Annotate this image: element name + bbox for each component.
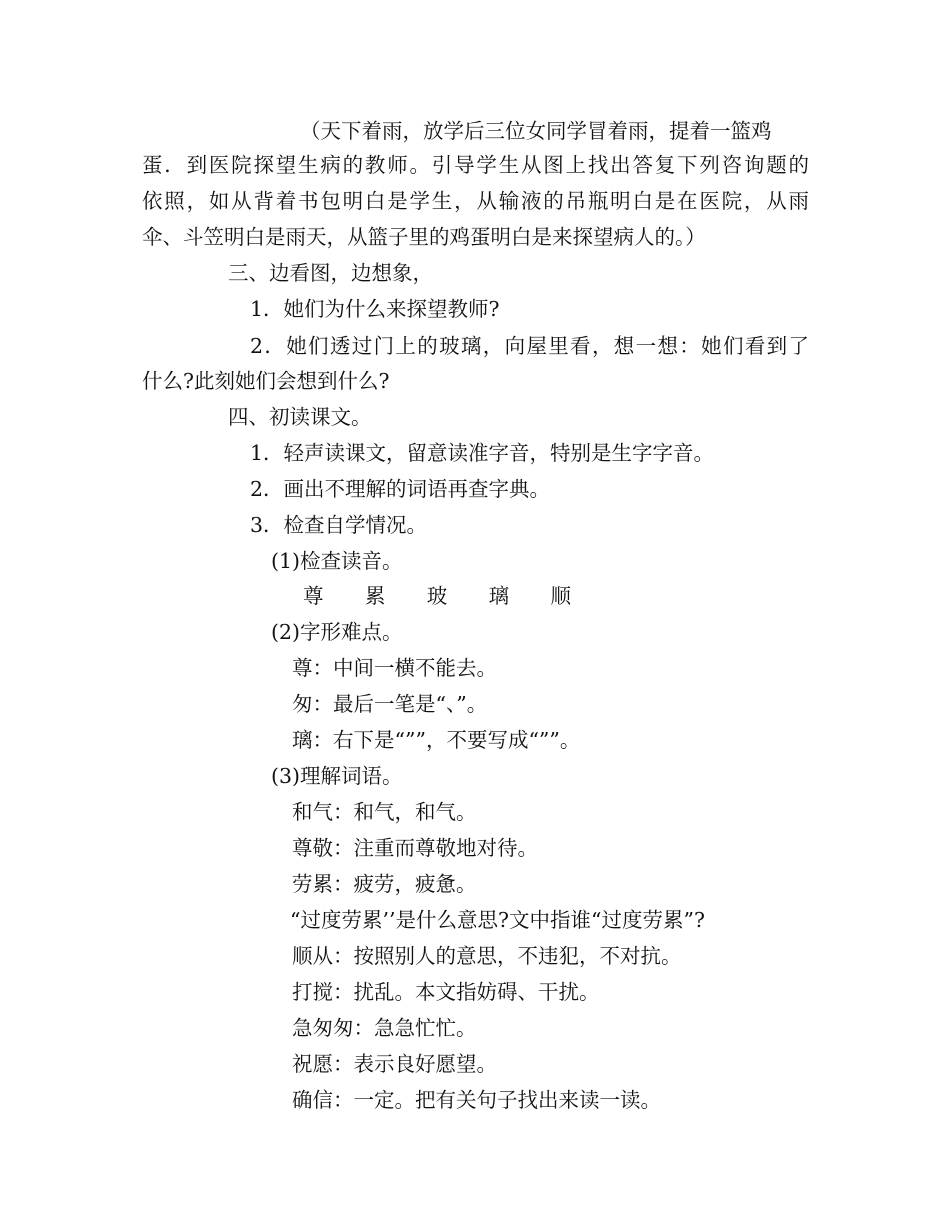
vocab-entry-4: 顺从：按照别人的意思，不违犯，不对抗。 xyxy=(292,944,682,968)
step-2: 2．画出不理解的词语再查字典。 xyxy=(250,477,551,501)
vocab-entry-6: 急匆匆：急急忙忙。 xyxy=(292,1016,477,1040)
vocab-entry-8: 确信：一定。把有关句子找出来读一读。 xyxy=(292,1088,661,1112)
form-note-3: 璃：右下是“””，不要写成“””。 xyxy=(292,728,581,752)
step-3: 3．检查自学情况。 xyxy=(250,513,428,537)
step-1: 1．轻声读课文，留意读准字音，特别是生字字音。 xyxy=(250,441,715,465)
question-1: 1．她们为什么来探望教师? xyxy=(250,297,500,321)
vocab-question: “过度劳累’’是什么意思?文中指谁“过度劳累”? xyxy=(290,908,705,932)
form-note-2: 匆：最后一笔是“、”。 xyxy=(292,692,488,716)
vocab-entry-7: 祝愿：表示良好愿望。 xyxy=(292,1052,497,1076)
section-heading-3: 三、边看图，边想象， xyxy=(228,261,433,285)
vocab-entry-1: 和气：和气，和气。 xyxy=(292,800,477,824)
text-line-3: 依照，如从背着书包明白是学生，从输液的吊瓶明白是在医院，从雨 xyxy=(142,189,809,213)
question-2: 2．她们透过门上的玻璃，向屋里看，想一想：她们看到了 xyxy=(250,334,809,358)
section-heading-4: 四、初读课文。 xyxy=(228,405,372,429)
text-line-1: （天下着雨，放学后三位女同学冒着雨，提着一篮鸡 xyxy=(300,119,772,143)
question-2-continued: 什么?此刻她们会想到什么? xyxy=(142,369,390,393)
vocab-entry-5: 打搅：扰乱。本文指妨碍、干扰。 xyxy=(292,980,600,1004)
subheading-character-forms: (2)字形难点。 xyxy=(271,620,403,644)
vocab-entry-3: 劳累：疲劳，疲惫。 xyxy=(292,872,477,896)
subheading-pronunciation: (1)检查读音。 xyxy=(271,549,403,573)
subheading-vocabulary: (3)理解词语。 xyxy=(271,764,403,788)
text-line-2: 蛋．到医院探望生病的教师。引导学生从图上找出答复下列咨询题的 xyxy=(142,153,809,177)
vocab-entry-2: 尊敬：注重而尊敬地对待。 xyxy=(292,836,538,860)
text-line-4: 伞、斗笠明白是雨天，从篮子里的鸡蛋明白是来探望病人的。） xyxy=(142,225,706,249)
reading-characters: 尊 累 玻 璃 顺 xyxy=(303,584,589,608)
form-note-1: 尊：中间一横不能去。 xyxy=(292,656,497,680)
